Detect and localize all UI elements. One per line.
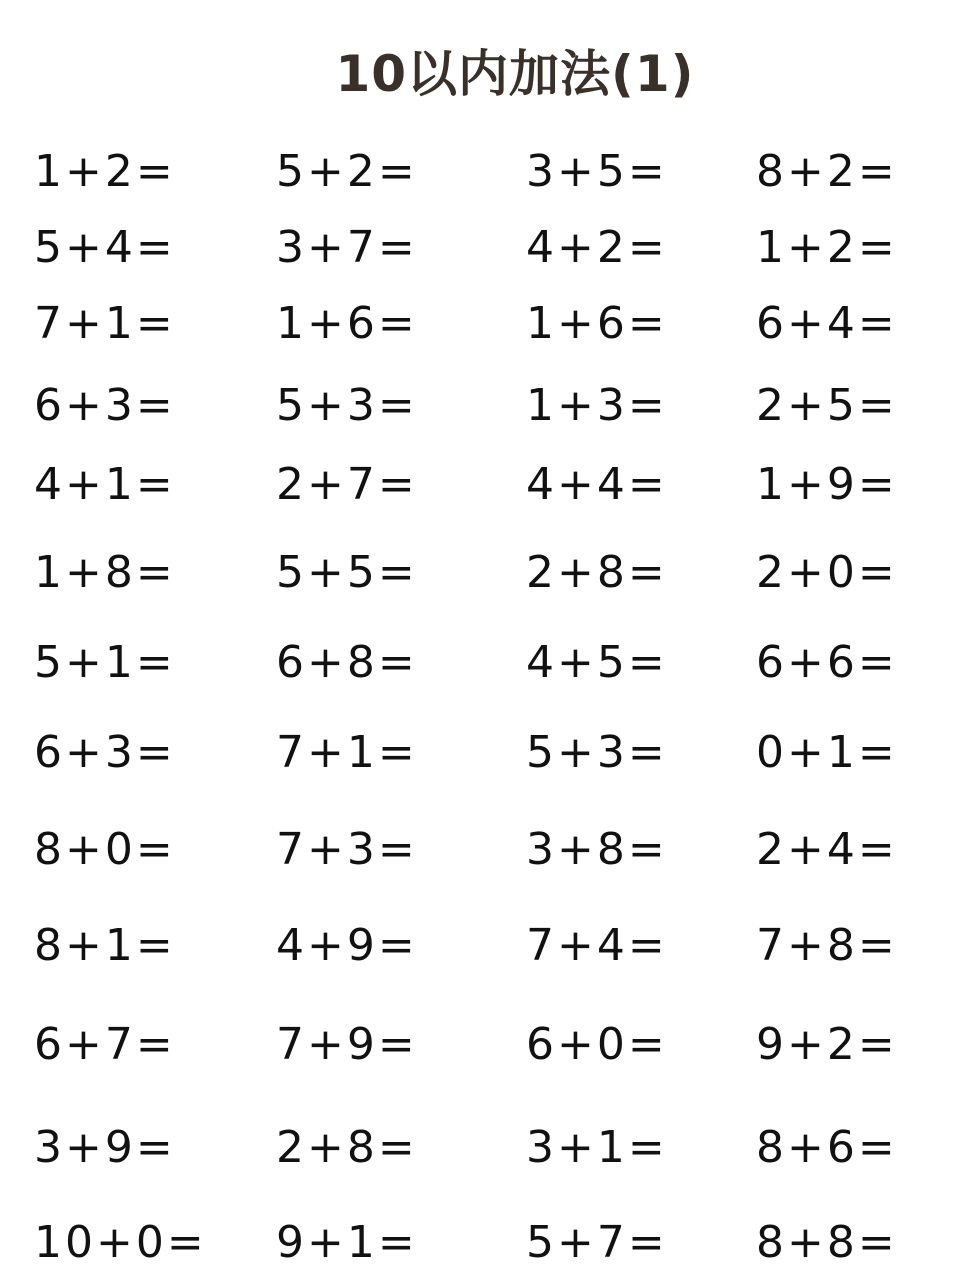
- problem-row: [0, 820, 960, 880]
- problem-row: [0, 723, 960, 783]
- addition-problem: 10+0=: [34, 1217, 207, 1268]
- addition-problem: 1+6=: [526, 298, 668, 349]
- addition-problem: 7+8=: [756, 920, 898, 971]
- addition-problem: 3+7=: [276, 222, 418, 273]
- addition-problem: 1+2=: [34, 146, 176, 197]
- problem-row: [0, 1015, 960, 1075]
- addition-problem: 4+1=: [34, 459, 176, 510]
- addition-problem: 1+6=: [276, 298, 418, 349]
- addition-problem: 1+3=: [526, 380, 668, 431]
- addition-problem: 7+1=: [34, 298, 176, 349]
- addition-problem: 5+7=: [526, 1217, 668, 1268]
- addition-problem: 2+4=: [756, 824, 898, 875]
- addition-problem: 5+4=: [34, 222, 176, 273]
- addition-problem: 7+4=: [526, 920, 668, 971]
- problem-row: [0, 543, 960, 603]
- addition-problem: 4+9=: [276, 920, 418, 971]
- addition-problem: 8+0=: [34, 824, 176, 875]
- problem-row: [0, 1118, 960, 1178]
- addition-problem: 9+2=: [756, 1019, 898, 1070]
- addition-problem: 6+3=: [34, 380, 176, 431]
- addition-problem: 3+5=: [526, 146, 668, 197]
- addition-problem: 4+4=: [526, 459, 668, 510]
- addition-problem: 2+8=: [526, 547, 668, 598]
- addition-problem: 6+7=: [34, 1019, 176, 1070]
- addition-problem: 6+0=: [526, 1019, 668, 1070]
- worksheet-title: 10以内加法(1): [335, 45, 695, 103]
- addition-problem: 1+8=: [34, 547, 176, 598]
- addition-problem: 7+9=: [276, 1019, 418, 1070]
- addition-problem: 3+9=: [34, 1122, 176, 1173]
- addition-problem: 1+2=: [756, 222, 898, 273]
- addition-problem: 8+1=: [34, 920, 176, 971]
- addition-problem: 3+8=: [526, 824, 668, 875]
- addition-problem: 9+1=: [276, 1217, 418, 1268]
- addition-problem: 2+7=: [276, 459, 418, 510]
- addition-problem: 1+9=: [756, 459, 898, 510]
- addition-problem: 5+5=: [276, 547, 418, 598]
- addition-problem: 3+1=: [526, 1122, 668, 1173]
- problem-row: [0, 142, 960, 202]
- addition-problem: 5+3=: [526, 727, 668, 778]
- problem-row: [0, 1213, 960, 1273]
- problem-row: [0, 633, 960, 693]
- addition-problem: 6+3=: [34, 727, 176, 778]
- addition-problem: 2+0=: [756, 547, 898, 598]
- addition-problem: 8+2=: [756, 146, 898, 197]
- addition-problem: 6+6=: [756, 637, 898, 688]
- problem-row: [0, 294, 960, 354]
- addition-problem: 5+3=: [276, 380, 418, 431]
- addition-problem: 5+2=: [276, 146, 418, 197]
- problem-row: [0, 455, 960, 515]
- addition-problem: 6+8=: [276, 637, 418, 688]
- addition-problem: 2+5=: [756, 380, 898, 431]
- addition-problem: 7+3=: [276, 824, 418, 875]
- addition-problem: 4+2=: [526, 222, 668, 273]
- addition-problem: 8+6=: [756, 1122, 898, 1173]
- addition-problem: 5+1=: [34, 637, 176, 688]
- problem-row: [0, 376, 960, 436]
- addition-problem: 4+5=: [526, 637, 668, 688]
- addition-problem: 6+4=: [756, 298, 898, 349]
- addition-problem: 0+1=: [756, 727, 898, 778]
- addition-problem: 8+8=: [756, 1217, 898, 1268]
- addition-problem: 7+1=: [276, 727, 418, 778]
- addition-problem: 2+8=: [276, 1122, 418, 1173]
- problem-row: [0, 218, 960, 278]
- problem-row: [0, 916, 960, 976]
